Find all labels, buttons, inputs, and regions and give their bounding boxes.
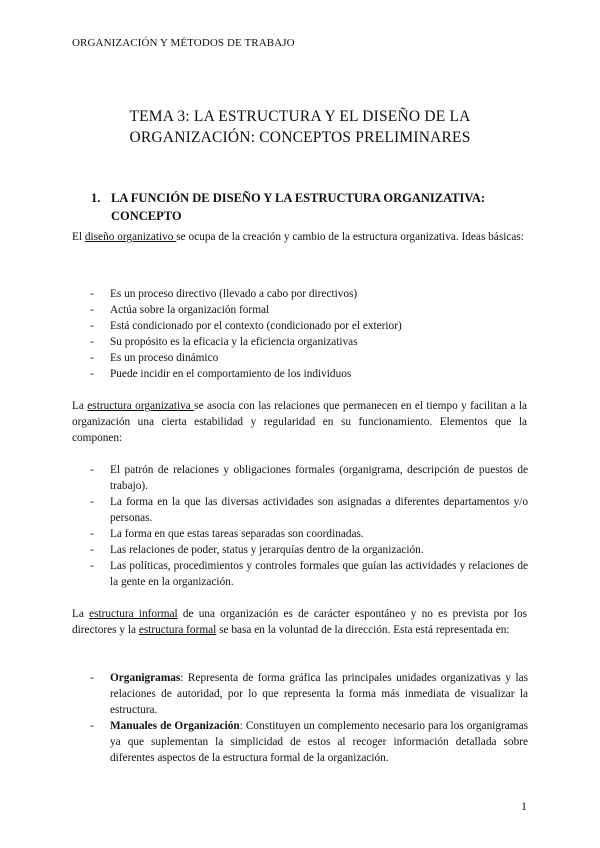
bullet-dash: - xyxy=(90,544,94,556)
list-structure-elements xyxy=(90,462,528,590)
list-item: - Su propósito es la eficacia y la eficiencia organizativas xyxy=(90,336,358,348)
bullet-dash: - xyxy=(90,304,94,316)
list-item: - Es un proceso directivo (llevado a cabo por directivos) xyxy=(90,288,358,300)
list-item: - El patrón de relaciones y obligaciones formales (organigrama, descripción de puestos de trabajo). xyxy=(90,464,528,492)
list-item: - Las políticas, procedimientos y controles formales que guían las actividades y relaciones de la gente en la organización. xyxy=(90,560,528,588)
list-formal-tools xyxy=(90,670,528,766)
bullet-dash: - xyxy=(90,464,94,476)
list-item: - Actúa sobre la organización formal xyxy=(90,304,270,316)
bullet-dash: - xyxy=(90,720,94,732)
list-item: - Manuales de Organización: Constituyen un complemento necesario para los organigramas ya que suplementan la simplicidad de estos al recoger información detallada sobre diferentes aspectos de la estructura formal de la organización. xyxy=(90,720,528,764)
para3-post: se basa en la voluntad de la dirección. Esta está representada en: xyxy=(216,624,510,636)
bullet-dash: - xyxy=(90,336,94,348)
paragraph-structure xyxy=(72,398,527,446)
page-number: 1 xyxy=(521,799,527,813)
bullet-dash: - xyxy=(90,352,94,364)
bullet-dash: - xyxy=(90,560,94,572)
list-item: - Puede incidir en el comportamiento de los individuos xyxy=(90,368,352,380)
para3-pre: La xyxy=(72,608,90,620)
para2-post: se asocia con las relaciones que permanecen en el tiempo y facilitan a la organización una cierta estabilidad y regularidad en su funcionamiento. Elementos que la componen: xyxy=(72,400,528,444)
running-header: ORGANIZACIÓN Y MÉTODOS DE TRABAJO xyxy=(72,37,295,49)
section-heading-line-1: LA FUNCIÓN DE DISEÑO Y LA ESTRUCTURA ORGANIZATIVA: xyxy=(111,191,486,205)
bullet-dash: - xyxy=(90,528,94,540)
bullet-dash: - xyxy=(90,496,94,508)
section-heading xyxy=(91,189,531,225)
list-item: - La forma en la que las diversas actividades son asignadas a diferentes departamentos y/o personas. xyxy=(90,496,528,524)
bullet-dash: - xyxy=(90,320,94,332)
list-item: - Es un proceso dinámico xyxy=(90,352,219,364)
bullet-dash: - xyxy=(90,368,94,380)
term-estructura-informal: estructura informal xyxy=(89,608,178,620)
paragraph-informal-formal xyxy=(72,606,527,638)
document-title xyxy=(60,106,540,148)
term-diseno-organizativo: diseño organizativo xyxy=(84,231,177,243)
term-manuales-organizacion: Manuales de Organización xyxy=(110,720,240,732)
para2-pre: La xyxy=(72,400,88,412)
paragraph-design xyxy=(72,229,527,245)
para3-mid: de una organización es de carácter espontáneo y no es prevista por los directores y la xyxy=(72,608,527,636)
section-number: 1. xyxy=(91,191,101,205)
section-heading-line-2: CONCEPTO xyxy=(111,209,182,223)
list-item: - Las relaciones de poder, status y jerarquías dentro de la organización. xyxy=(90,544,424,556)
list-item: - Organigramas: Representa de forma gráfica las principales unidades organizativas y las relaciones de autoridad, por lo que representa la forma más inmediata de visualizar la estructura. xyxy=(90,672,528,716)
para1-post: se ocupa de la creación y cambio de la estructura organizativa. Ideas básicas: xyxy=(176,231,524,243)
term-estructura-organizativa: estructura organizativa xyxy=(87,400,195,412)
term-organigramas: Organigramas xyxy=(110,672,181,684)
list-item: - La forma en que estas tareas separadas son coordinadas. xyxy=(90,528,364,540)
para1-pre: El xyxy=(72,231,85,243)
title-line-2: ORGANIZACIÓN: CONCEPTOS PRELIMINARES xyxy=(129,129,471,146)
term-estructura-formal: estructura formal xyxy=(138,624,217,636)
bullet-dash: - xyxy=(90,288,94,300)
title-line-1: TEMA 3: LA ESTRUCTURA Y EL DISEÑO DE LA xyxy=(129,108,471,125)
list-item: - Está condicionado por el contexto (condicionado por el exterior) xyxy=(90,320,402,332)
list-design-ideas xyxy=(90,286,528,382)
bullet-dash: - xyxy=(90,672,94,684)
